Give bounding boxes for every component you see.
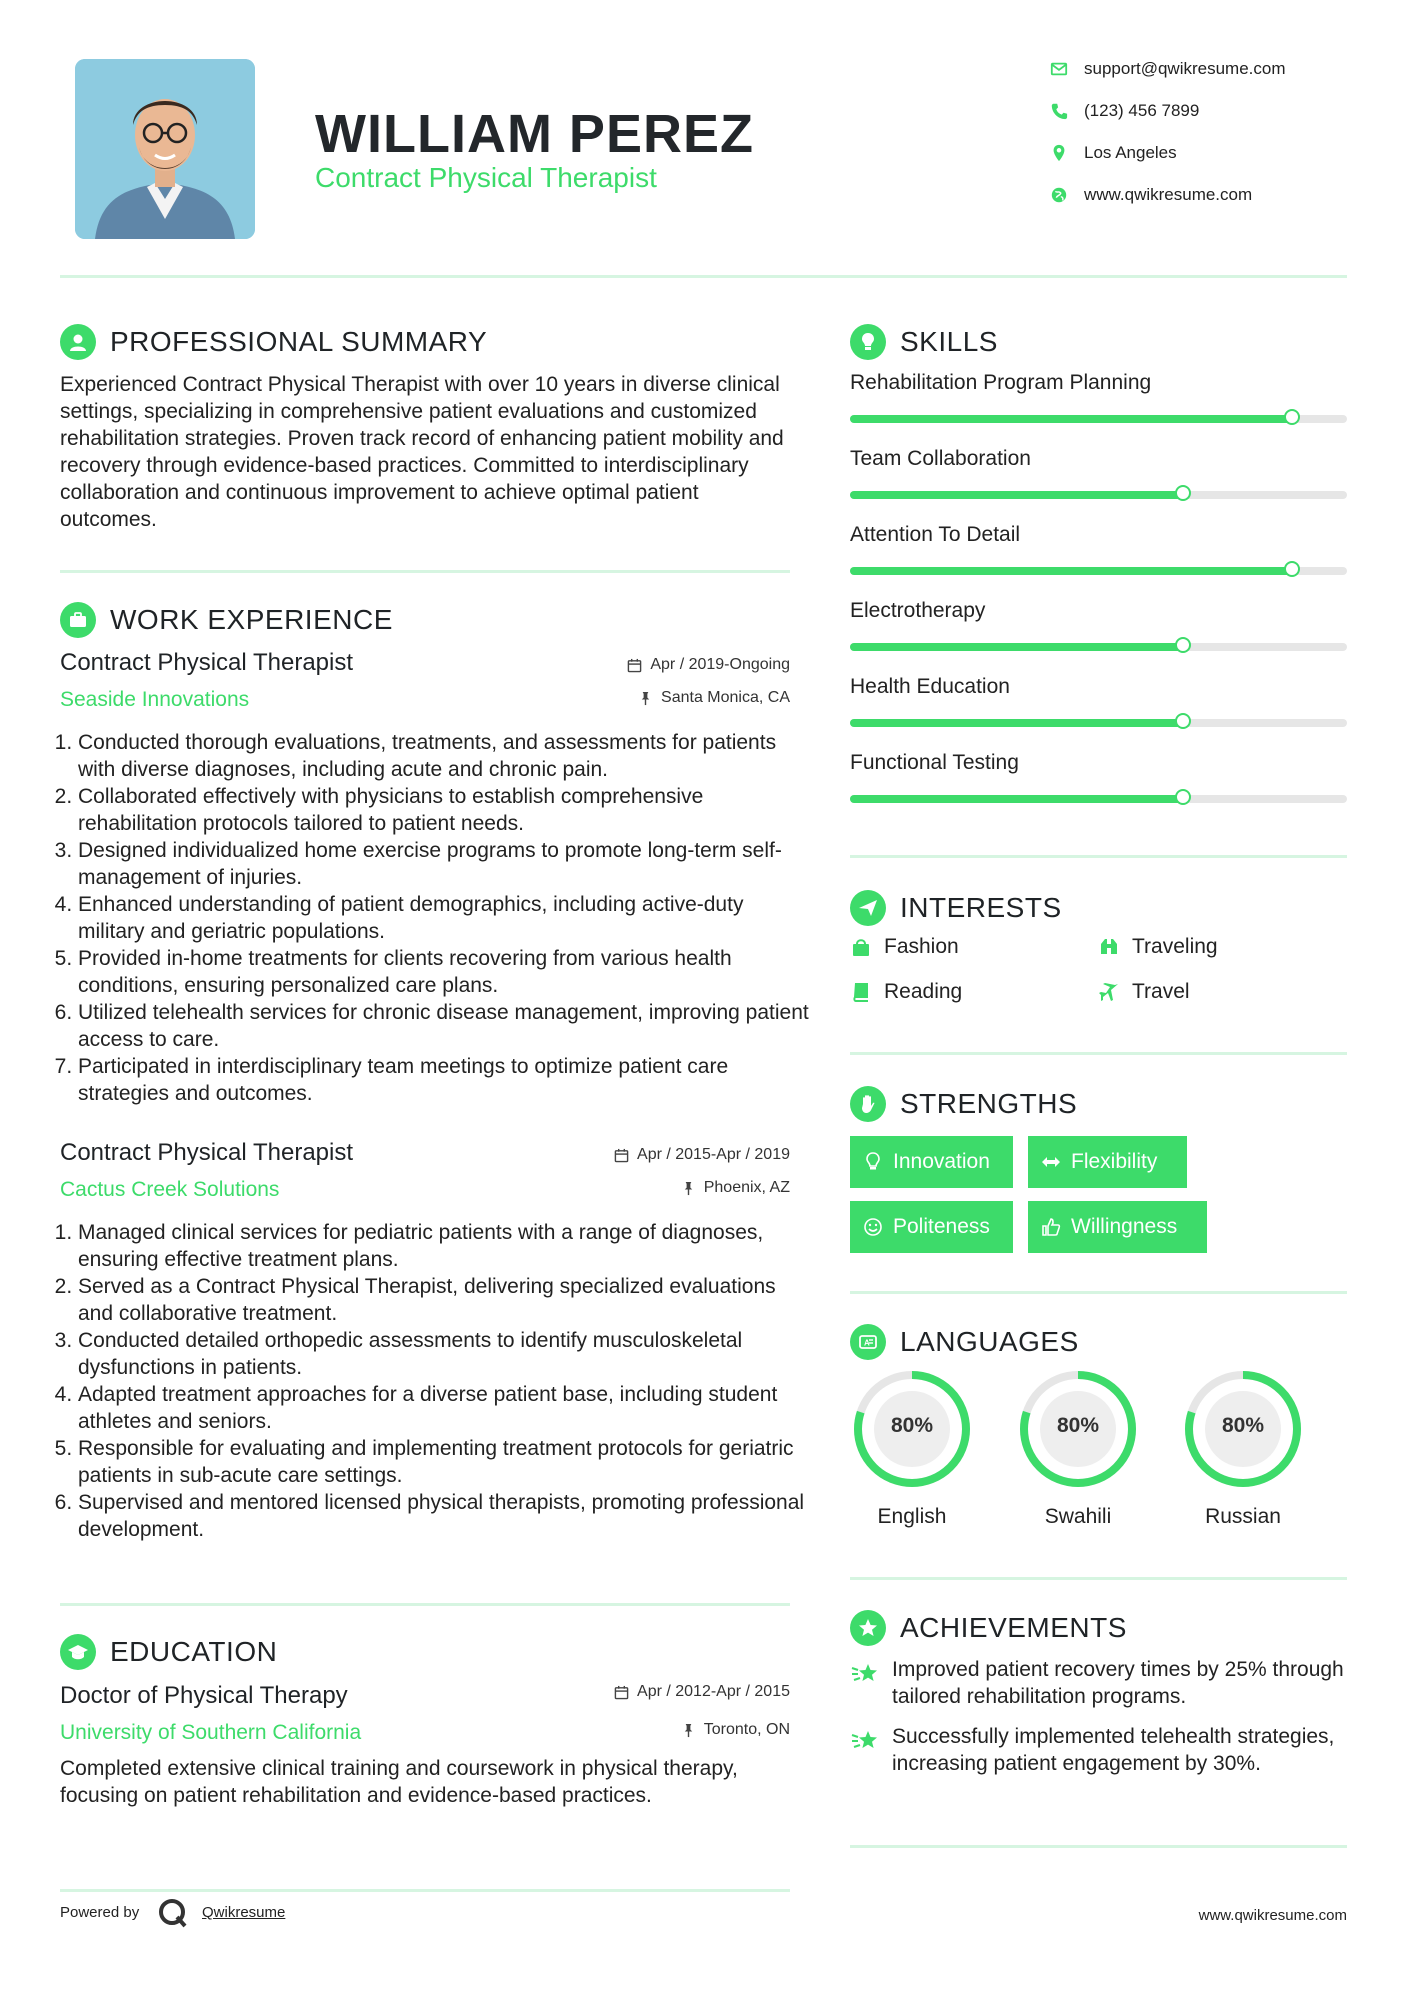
skills-divider: [850, 855, 1347, 858]
job-company: Seaside Innovations: [60, 688, 250, 711]
language-ring: [1016, 1367, 1140, 1491]
language-percent: 80%: [1056, 1414, 1100, 1437]
education-location: [500, 1721, 790, 1739]
svg-text:A: A: [864, 1338, 871, 1348]
strength-label: Flexibility: [1071, 1150, 1158, 1173]
arrows-horizontal-icon: [1041, 1152, 1061, 1172]
strengths-heading: [850, 1086, 1077, 1122]
summary-text: Experienced Contract Physical Therapist with over 10 years in diverse clinical settings, specializing in comprehensive patient evaluations and customized rehabilitation strategies. Proven track record of enhancing patient mobility and recovery through evidence-based practices. Committed to interdisciplinary collaboration and continuous improvement to achieve optimal patient outcomes.: [60, 373, 784, 531]
job-dates: [500, 1146, 790, 1164]
job-location-text: Phoenix, AZ: [703, 1179, 790, 1196]
interests-divider: [850, 1052, 1347, 1055]
interest-label: Fashion: [884, 935, 959, 958]
powered-by-label: Powered by: [60, 1904, 140, 1921]
skill-bar: [850, 643, 1347, 651]
skills-heading: [850, 324, 998, 360]
qwikresume-link[interactable]: Qwikresume: [202, 1904, 286, 1921]
shooting-star-icon: [850, 1658, 880, 1688]
job-bullets: [60, 1219, 813, 1543]
school-name: University of Southern California: [60, 1721, 362, 1744]
map-pin-icon: [1050, 144, 1068, 162]
pushpin-icon: [681, 1181, 696, 1196]
skill-bar-fill: [850, 491, 1183, 499]
strengths-heading-text: STRENGTHS: [900, 1088, 1078, 1119]
paper-plane-icon: [850, 890, 886, 926]
education-divider: [60, 1889, 790, 1892]
education-description: Completed extensive clinical training and coursework in physical therapy, focusing on patient rehabilitation and evidence-based practices.: [60, 1757, 738, 1807]
skill-bar-knob: [1175, 789, 1191, 805]
profile-photo: [75, 59, 255, 239]
star-badge-icon: [850, 1610, 886, 1646]
summary-heading-text: PROFESSIONAL SUMMARY: [110, 326, 488, 357]
contact-email[interactable]: [1050, 56, 1286, 82]
skill-bar-knob: [1175, 637, 1191, 653]
skill-name: Rehabilitation Program Planning: [850, 371, 1152, 394]
achievements-heading-text: ACHIEVEMENTS: [900, 1612, 1127, 1643]
education-location-text: Toronto, ON: [703, 1721, 790, 1738]
binoculars-icon: [1098, 936, 1120, 958]
skill-name: Electrotherapy: [850, 599, 986, 622]
briefcase-icon: [60, 602, 96, 638]
list-item: 1. Managed clinical services for pediatric patients with a range of diagnoses, ensuring effective treatment plans.: [78, 1219, 813, 1273]
language-name: Russian: [1205, 1505, 1281, 1528]
degree-title: Doctor of Physical Therapy: [60, 1682, 348, 1709]
job-location-text: Santa Monica, CA: [661, 689, 790, 706]
language-percent: 80%: [1221, 1414, 1265, 1437]
list-item: 4. Adapted treatment approaches for a diverse patient base, including student athletes and seniors.: [78, 1381, 813, 1435]
strength-chip: [850, 1136, 1013, 1188]
skill-bar-fill: [850, 567, 1292, 575]
list-item: 2. Collaborated effectively with physicians to establish comprehensive rehabilitation protocols tailored to patient needs.: [78, 783, 813, 837]
list-item: 6. Utilized telehealth services for chronic disease management, improving patient access to care.: [78, 999, 813, 1053]
list-item: 4. Enhanced understanding of patient demographics, including active-duty military and geriatric populations.: [78, 891, 813, 945]
skill-bar-knob: [1175, 713, 1191, 729]
smile-icon: [863, 1217, 883, 1237]
achievement-text: Successfully implemented telehealth strategies, increasing patient engagement by 30%.: [892, 1725, 1335, 1775]
job-location: [500, 689, 790, 707]
hand-icon: [850, 1086, 886, 1122]
interest-item: [850, 935, 959, 959]
qwikresume-logo-icon: [157, 1897, 189, 1929]
language-ring: [850, 1367, 974, 1491]
achievement-item: [850, 1723, 1347, 1777]
person-portrait-icon: [75, 59, 255, 239]
skill-bar-fill: [850, 719, 1183, 727]
plane-icon: [1098, 981, 1120, 1003]
language-card-icon: [850, 1324, 886, 1360]
interest-label: Traveling: [1132, 935, 1218, 958]
languages-heading: [850, 1324, 1079, 1360]
calendar-icon: [614, 1148, 629, 1163]
job-dates-text: Apr / 2019-Ongoing: [650, 656, 790, 673]
interest-item: [1098, 935, 1218, 959]
strength-chip: [1028, 1136, 1187, 1188]
strengths-divider: [850, 1291, 1347, 1294]
graduation-cap-icon: [60, 1634, 96, 1670]
skill-bar-fill: [850, 795, 1183, 803]
experience-heading: [60, 602, 393, 638]
contact-website[interactable]: [1050, 182, 1252, 208]
shooting-star-icon: [850, 1725, 880, 1755]
pushpin-icon: [638, 691, 653, 706]
skills-heading-text: SKILLS: [900, 326, 998, 357]
strength-label: Willingness: [1071, 1215, 1178, 1238]
job-title: Contract Physical Therapist: [60, 1139, 354, 1166]
skill-bar-fill: [850, 643, 1183, 651]
language-percent: 80%: [890, 1414, 934, 1437]
language-ring: [1181, 1367, 1305, 1491]
strength-label: Innovation: [893, 1150, 990, 1173]
candidate-name: WILLIAM PEREZ: [315, 104, 754, 164]
globe-icon: [1050, 186, 1068, 204]
skill-bar: [850, 567, 1347, 575]
list-item: 7. Participated in interdisciplinary team meetings to optimize patient care strategies and outcomes.: [78, 1053, 813, 1107]
contact-location: [1050, 140, 1177, 166]
skill-bar: [850, 491, 1347, 499]
footer-website-link[interactable]: www.qwikresume.com: [1198, 1907, 1347, 1924]
interest-item: [1098, 980, 1190, 1004]
job-dates: [500, 656, 790, 674]
job-bullets: [60, 729, 813, 1107]
strength-label: Politeness: [893, 1215, 990, 1238]
contact-email-text: support@qwikresume.com: [1084, 59, 1286, 78]
education-heading-text: EDUCATION: [110, 1636, 278, 1667]
interest-item: [850, 980, 962, 1004]
interest-label: Travel: [1132, 980, 1190, 1003]
skill-name: Attention To Detail: [850, 523, 1021, 546]
job-dates-text: Apr / 2015-Apr / 2019: [637, 1146, 790, 1163]
calendar-icon: [614, 1685, 629, 1700]
contact-phone-text: (123) 456 7899: [1084, 101, 1200, 120]
interest-label: Reading: [884, 980, 963, 1003]
book-icon: [850, 981, 872, 1003]
education-dates-text: Apr / 2012-Apr / 2015: [637, 1683, 790, 1700]
list-item: 5. Provided in-home treatments for clients recovering from various health conditions, ensuring personalized care plans.: [78, 945, 813, 999]
experience-heading-text: WORK EXPERIENCE: [110, 604, 393, 635]
list-item: 6. Supervised and mentored licensed physical therapists, promoting professional development.: [78, 1489, 813, 1543]
languages-heading-text: LANGUAGES: [900, 1326, 1079, 1357]
phone-icon: [1050, 102, 1068, 120]
user-icon: [60, 324, 96, 360]
strength-chip: [1028, 1201, 1207, 1253]
achievements-heading: [850, 1610, 1127, 1646]
language-name: English: [877, 1505, 947, 1528]
lightbulb-icon: [863, 1152, 883, 1172]
education-dates: [500, 1683, 790, 1701]
header-divider: [60, 275, 1347, 278]
strength-chip: [850, 1201, 1013, 1253]
achievement-item: [850, 1656, 1347, 1710]
achievements-divider: [850, 1845, 1347, 1848]
list-item: 2. Served as a Contract Physical Therapist, delivering specialized evaluations and collaborative treatment.: [78, 1273, 813, 1327]
skill-bar-knob: [1284, 409, 1300, 425]
list-item: 1. Conducted thorough evaluations, treatments, and assessments for patients with diverse diagnoses, including acute and chronic pain.: [78, 729, 813, 783]
summary-divider: [60, 570, 790, 573]
shopping-bag-icon: [850, 936, 872, 958]
contact-location-text: Los Angeles: [1084, 143, 1177, 162]
languages-divider: [850, 1577, 1347, 1580]
list-item: 3. Conducted detailed orthopedic assessments to identify musculoskeletal dysfunctions in patients.: [78, 1327, 813, 1381]
skill-bar: [850, 795, 1347, 803]
calendar-icon: [627, 658, 642, 673]
language-name: Swahili: [1044, 1505, 1112, 1528]
skill-bar-knob: [1175, 485, 1191, 501]
interests-heading-text: INTERESTS: [900, 892, 1062, 923]
skill-bar: [850, 415, 1347, 423]
contact-website-text: www.qwikresume.com: [1084, 185, 1253, 204]
achievement-text: Improved patient recovery times by 25% through tailored rehabilitation programs.: [892, 1658, 1344, 1708]
skill-name: Health Education: [850, 675, 1010, 698]
education-heading: [60, 1634, 277, 1670]
list-item: 5. Responsible for evaluating and implementing treatment protocols for geriatric patients in sub-acute care settings.: [78, 1435, 813, 1489]
skill-bar-fill: [850, 415, 1292, 423]
job-location: [500, 1179, 790, 1197]
skill-bar: [850, 719, 1347, 727]
lightbulb-icon: [850, 324, 886, 360]
skill-name: Team Collaboration: [850, 447, 1031, 470]
skill-bar-knob: [1284, 561, 1300, 577]
experience-divider: [60, 1603, 790, 1606]
pushpin-icon: [681, 1723, 696, 1738]
skill-name: Functional Testing: [850, 751, 1019, 774]
contact-phone[interactable]: [1050, 98, 1199, 124]
candidate-title: Contract Physical Therapist: [315, 162, 657, 193]
job-company: Cactus Creek Solutions: [60, 1178, 280, 1201]
list-item: 3. Designed individualized home exercise programs to promote long-term self-management of injuries.: [78, 837, 813, 891]
envelope-icon: [1050, 60, 1068, 78]
summary-heading: [60, 324, 487, 360]
interests-heading: [850, 890, 1062, 926]
thumbs-up-icon: [1041, 1217, 1061, 1237]
job-title: Contract Physical Therapist: [60, 649, 354, 676]
